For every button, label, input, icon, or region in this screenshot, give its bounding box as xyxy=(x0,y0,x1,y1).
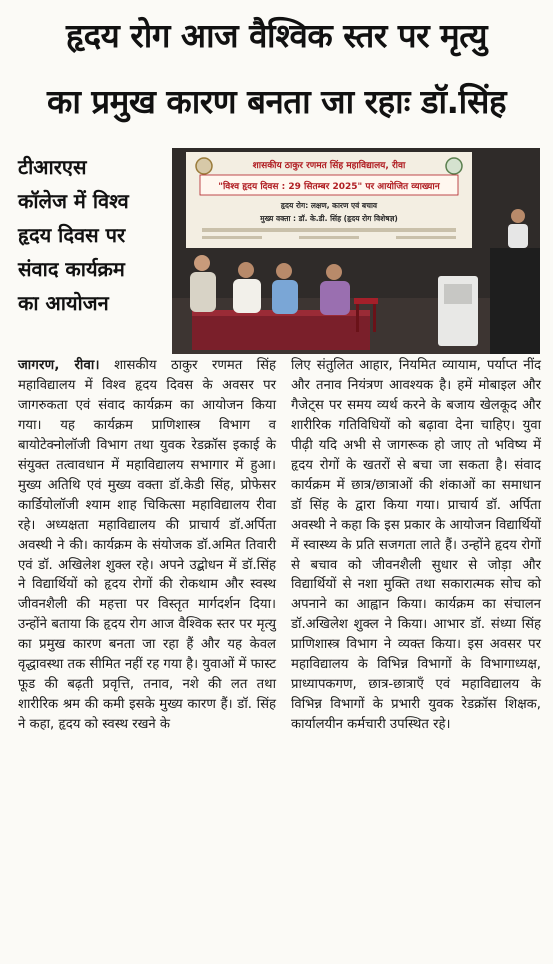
subheadline-line-2: कॉलेज में विश्व xyxy=(18,189,129,213)
headline-line-1: हृदय रोग आज वैश्विक स्तर पर मृत्यु xyxy=(65,16,488,55)
department-logo-icon xyxy=(446,158,462,174)
banner-topic: हृदय रोग: लक्षण, कारण एवं बचाव xyxy=(280,201,378,210)
article-column-right xyxy=(291,356,541,735)
article-column-left xyxy=(18,356,276,735)
stage-table xyxy=(192,310,370,350)
banner-event-title: "विश्व हृदय दिवस : 29 सितम्बर 2025" पर आयोजित व्याख्यान xyxy=(218,182,440,192)
headline-line-2: का प्रमुख कारण बनता जा रहाः डॉ.सिंह xyxy=(47,82,506,121)
banner-speaker: मुख्य वक्ता : डॉ. के.डी. सिंह (हृदय रोग विशेषज्ञ) xyxy=(260,214,398,223)
article-body-left: शासकीय ठाकुर रणमत सिंह महाविद्यालय में विश्व हृदय दिवस के अवसर पर जागरुकता एवं संवाद कार्यक्रम का आयोजन किया गया। यह कार्यक्रम प्राणिशास्त्र विभाग व बायोटेक्नोलॉजी विभाग तथा युवक रेडक्रॉस इकाई के संयुक्त तत्वावधान में महाविद्यालय सभागार में हुआ। मुख्य अतिथि एवं मुख्य वक्ता डॉ.केडी सिंह, प्रोफेसर कार्डियोलॉजी श्याम शाह चिकित्सा महाविद्यालय रीवा रहे। अध्यक्षता महाविद्यालय की प्राचार्य डॉ.अर्पिता अवस्थी ने की। कार्यक्रम के संयोजक डॉ.अमित तिवारी एवं डॉ. अखिलेश शुक्ल रहे। अपने उद्बोधन में डॉ.सिंह ने विद्यार्थियों को हृदय रोगों की रोकथाम और स्वस्थ जीवनशैली की महत्ता पर विस्तृत मार्गदर्शन दिया। उन्होंने बताया कि हृदय रोग आज वैश्विक स्तर पर मृत्यु का प्रमुख कारण बनता जा रहा हैं और यह केवल वृद्धावस्था तक सीमित नहीं रह गया है। युवाओं में फास्ट फूड की बढ़ती प्रवृत्ति, तनाव, नशे की लत तथा शारीरिक श्रम की कमी इसके मुख्य कारण हैं। डॉ. सिंह ने कहा, हृदय को स्वस्थ रखने के xyxy=(18,358,276,733)
article-body-right: लिए संतुलित आहार, नियमित व्यायाम, पर्याप्त नींद और तनाव नियंत्रण आवश्यक है। हमें मोबाइल और गैजेट्स पर समय व्यर्थ करने के बजाय खेलकूद और शारीरिक गतिविधियों को बढ़ावा देना चाहिए। युवा पीढ़ी यदि अभी से जागरूक हो जाए तो भविष्य में हृदय रोगों के खतरों से बचा जा सकता है। संवाद कार्यक्रम में छात्र/छात्राओं की शंकाओं का समाधान डॉ सिंह के द्वारा किया गया। प्राचार्य डॉ. अर्पिता अवस्थी ने कहा कि इस प्रकार के आयोजन विद्यार्थियों में स्वास्थ्य के प्रति सजगता लाते हैं। उन्होंने हृदय रोगों से बचाव को जीवनशैली सुधार से जोड़ा और विद्यार्थियों से नशा मुक्ति तथा सकारात्मक सोच को अपनाने का आह्वान किया। कार्यक्रम का संचालन डॉ.अखिलेश शुक्ल ने किया। आभार डॉ. संध्या सिंह प्राणिशास्त्र विभाग ने व्यक्त किया। इस अवसर पर महाविद्यालय के विभिन्न विभागों के विभागाध्यक्ष, प्राध्यापकगण, छात्र-छात्राएँ एवं महाविद्यालय के विभिन्न विभागों के प्रभारी युवक रेडक्रॉस शिक्षक, कार्यालयीन कर्मचारी उपस्थित रहे। xyxy=(291,358,541,733)
banner-college-name: शासकीय ठाकुर रणमत सिंह महाविद्यालय, रीवा xyxy=(252,161,406,171)
event-photo xyxy=(172,148,540,354)
subheadline-line-4: संवाद कार्यक्रम xyxy=(18,257,125,281)
subheadline-line-5: का आयोजन xyxy=(18,291,109,315)
subheadline-line-3: हृदय दिवस पर xyxy=(18,223,126,247)
air-cooler xyxy=(438,276,478,346)
dateline: जागरण, रीवा। xyxy=(18,358,100,373)
subheadline-line-1: टीआरएस xyxy=(18,155,87,179)
college-logo-icon xyxy=(196,158,212,174)
